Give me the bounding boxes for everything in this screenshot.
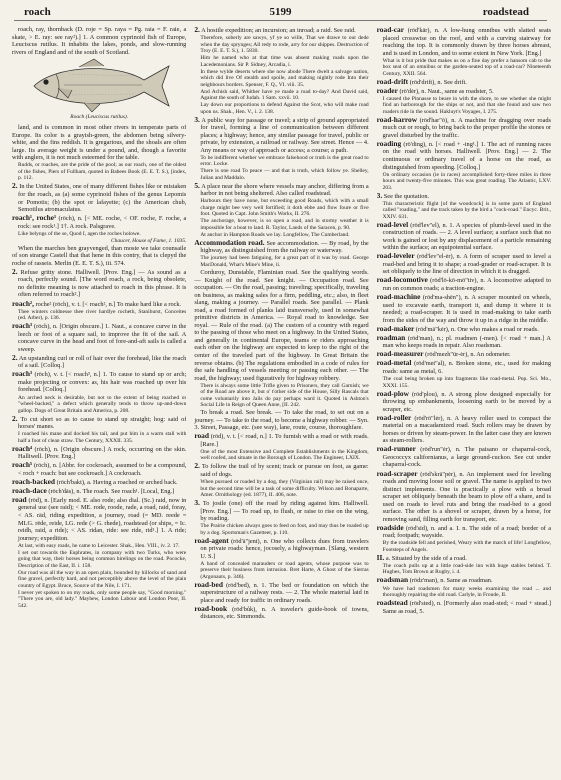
entry-text: Chaucer, House of Fame, 1. 1035.: [111, 237, 187, 244]
dictionary-quote: [194, 155, 368, 168]
dictionary-quote: [12, 550, 186, 570]
dictionary-quote: [377, 376, 551, 389]
dictionary-entry: [377, 140, 551, 171]
entry-headword: 3.: [376, 190, 383, 200]
entry-text: A public way for passage or travel; a strip of ground appropriated for travel, forming a line of communication between different places; a highway; hence, any similar passage for travel, public or private, by extension, a railroad or railway. See street. Hence — 4. Any means or way of approach or access; a course; a path.: [200, 116, 369, 154]
entry-text: The Prairie chicken always goes to feed on foot, and may thus be roaded up by a dog. Sportsman's Gazetteer, p. 110.: [200, 523, 369, 536]
roach-fish-icon: [24, 58, 174, 114]
entry-headword: roadman: [376, 332, 406, 342]
entry-text: Thee winters coldnesse thee river hardlye rocheth, Stanihurst, Conceites (ed. Arber), p. 136.: [18, 308, 187, 322]
entry-text: When the marches ben grayvenged, than moste we take counsaile of son strange Castell that that hene in this contry, that is clepyd the roche of rasseis. Merlin (E. E. T. S.), iii. 574.: [12, 244, 187, 267]
entry-text: To cut short so as to cause to stand up straight; hog: said of horses' manes.: [18, 415, 187, 431]
dictionary-quote: [377, 58, 551, 78]
page-number: 5199: [269, 6, 292, 18]
entry-text: (rōd'lev"el), n. 1. A species of plumb-level used in the construction of roads. — 2. A level surface; a surface such that no work is gained or lost by any displacement of a particle remaining within the surface; an equipotential surface.: [382, 221, 551, 252]
dictionary-quote: [194, 479, 368, 499]
entry-text: An upstanding curl or roll of hair over the forehead, like the roach of a sail. [Colloq.]: [18, 354, 187, 370]
entry-headword: 5.: [194, 180, 200, 190]
entry-headword: road-scraper: [376, 468, 418, 478]
entry-text: roche² (rōch), v. t. [< roach², n.] To make hard like a rock.: [35, 300, 182, 308]
entry-text: A band of concealed marauders or road agents, whose purpose was to preserve their business from intrusion. Bret Harte, A Ghost of the Sierras (Argonauts, p. 346).: [200, 560, 369, 580]
entry-text: I never yet spoken to on my roads, only some people say, "Good morning." "There you are, old lady." Mayhew, London Labour and London Poor, II. 542.: [18, 589, 187, 609]
entry-text: I roached his mane and docked his tail, and put him in a warm stall with half a foot of clean straw. The Century, XXXII. 335.: [18, 431, 187, 444]
entry-text: When pursued or roaded by a dog, they (Virginian rail) may be raised once, but the second time will be a task of some difficulty. Wilson and Bonaparte, Amer. Ornithology (ed. 1877), II. 406, note.: [200, 479, 369, 498]
entry-headword: 2.: [12, 266, 18, 276]
dictionary-entry: [12, 322, 186, 353]
entry-text: (rōch), n. [Origin obscure.] 1. Naut., a concave curve in the leech or foot of a square sail, to improve the fit of the sail. A concave curve in the head and foot of fore-and-aft sails is called a sweep.: [18, 323, 187, 353]
entry-text: We have had roadsmen for many weeks examining the road ... and thoroughly repairing the old road. Carlyle, in Froude, II.: [382, 585, 551, 599]
entry-text: (rōd'mezh"ūr-ėr), n. An odometer.: [425, 351, 511, 359]
roach-illustration: [12, 58, 186, 121]
dictionary-quote: [12, 543, 186, 550]
entry-text: This characteristic flight [of the woodcock] is in some parts of England called "roading," and the track taken by the bird a "cock-road." Encyc. Brit., XXIV. 631.: [382, 200, 551, 220]
entry-text: A hostile expedition; an incursion; an inroad; a raid. See raid.: [201, 27, 356, 34]
dictionary-quote: [194, 523, 368, 536]
figure-caption: Roach (Leuciscus rutilus).: [70, 114, 129, 121]
dictionary-entry: [194, 26, 368, 35]
entry-text: In the United States, one of many different fishes like or mistaken for the roach, as (a) some cyprinoid fishes of the genus Lepomis or Pomotis; (b) the spot or lafayette; (c) the American chub, Semotilus atromaculatus.: [18, 183, 187, 214]
entry-headword: road-drift: [376, 76, 409, 86]
entry-text: (rōch), n. [Abbr. for cockroach, assumed to be a compound, < roch + roach: but see cockroach.] A cockroach.: [18, 462, 187, 477]
entry-text: (rōd'skrā"pėr), n. An implement used for leveling roads and moving loose soil or gravel. The name is applied to two distinct implements. One is practically a plow with a broad scraper set obliquely beneath the beam to plow off a share, and is used on roads to level ruts and bring the road-bed to a good surface. The other is a shovel or scraper, drawn by a horse, for removing sand, filling earth for transport, etc.: [382, 470, 551, 523]
dictionary-entry: [12, 370, 186, 394]
entry-headword: 2.: [194, 461, 200, 471]
entry-headword: 2.: [194, 26, 200, 34]
entry-text: (rōd'lev"el-ėr), n. A form of scraper used to level a road-bed and bring it to shape; a road-grader or road-scraper. It is set obliquely to the line of direction in which it is dragged.: [382, 253, 551, 276]
dictionary-entry: [377, 87, 551, 96]
entry-text: (rō'ding), n. [< road + -ing¹.] 1. The act of running races on the road with horses. Halliwell. [Prov. Eng.] — 2. The continuous or ordinary travel of a horse on the road, as distinguished from speeding. [Colloq.]: [382, 140, 551, 171]
entry-headword: road-measurer: [376, 349, 424, 359]
dictionary-entry: [377, 221, 551, 252]
entry-text: By the roadside fell and perished, Weary with the march of life! Longfellow, Footsteps of Angels.: [382, 540, 551, 553]
column-right: [377, 26, 551, 776]
entry-headword: II.: [376, 552, 385, 562]
dictionary-quote: [194, 55, 368, 68]
dictionary-quote: [12, 570, 186, 590]
dictionary-quote: [12, 162, 186, 182]
dictionary-entry: [12, 415, 186, 431]
entry-text: (rōd'run"ėr), n. The paisano or chaparral-cock, Geococcyx californianus, a large ground-cuckoo. See cut under chaparral-cock.: [382, 446, 551, 469]
dictionary-quote: [194, 449, 368, 462]
dictionary-entry: [377, 359, 551, 375]
entry-headword: Accommodation road.: [194, 237, 265, 247]
dictionary-quote: [377, 586, 551, 599]
entry-text: (rōd'mā"kėr), n. One who makes a road or roads.: [415, 325, 539, 333]
dictionary-entry: [377, 554, 551, 563]
dictionary-entry: [377, 599, 551, 615]
entry-text: To be indifferent whether we embrace falsehood or truth is the great road to error. Locke.: [200, 154, 369, 168]
entry-headword: 2.: [12, 181, 18, 191]
entry-headword: road-agent: [194, 535, 229, 545]
entry-headword: roach³: [12, 369, 33, 379]
dictionary-entry: [194, 605, 368, 621]
entry-headword: road-car: [376, 26, 405, 34]
entry-text: (rōd'bed), n. 1. The bed or foundation on which the superstructure of a railway rests. — 2. The whole material laid in place and ready for traffic in ordinary roads.: [200, 581, 369, 604]
dictionary-entry: [194, 432, 368, 448]
column-middle: [194, 26, 368, 776]
entry-text: The journey had been fatiguing, for a great part of it was by road. George MacDonald, What's Mine's Mine, ii.: [200, 255, 369, 268]
entry-text: Harbours they have none, but exceeding good Roads, which with a small charge might bee very well fortified; it doth ebbe and flow foure or five foot. Quoted in Capt. John Smith's Works, II. 276.: [200, 198, 369, 218]
entry-text: At anchor in Hampton Roads we lay. Longfellow, The Cumberland.: [200, 231, 350, 238]
entry-text: Our road was all the way in an open plain, bounded by hillocks of sand and fine gravel, perfectly hard, and not perceptibly above the level of the plain country of Egypt. Bruce, Source of the Nile, I. 171.: [18, 569, 187, 589]
entry-text: A place near the shore where vessels may anchor, differing from a harbor in not being sheltered. Also called roadstead.: [200, 182, 369, 198]
dictionary-entry: [377, 192, 551, 201]
dictionary-quote: [194, 102, 368, 115]
entry-text: (rōch), n. [< ME. roche, < OF. roche, F. roche, a rock: see rock¹.] 1†. A rock. Palsgrave.: [18, 215, 187, 230]
entry-text: (rōch'dās), n. The roach. See roach¹. [Local, Eng.]: [48, 487, 175, 495]
entry-text: (rōch'bakt), a. Having a roached or arched back.: [56, 478, 178, 486]
entry-headword: road-runner: [376, 444, 416, 454]
dictionary-entry: [194, 462, 368, 478]
dictionary-quote: [377, 563, 551, 576]
dictionary-quote: [194, 69, 368, 89]
entry-text: An arched neck is desirable, but not to the extent of being roached or "wheel-backed," a defect which generally tends to throw up-and-down gallop. Dogs of Great Britain and America, p. 208.: [18, 394, 187, 414]
entry-text: (rōch), n. [Origin obscure.] A rock, occurring on the skin. Halliwell. [Prov. Eng.]: [18, 445, 187, 461]
dictionary-entry: [377, 78, 551, 87]
entry-text: I set out towards the Euphrates, in company with two Turks, who were going that way, their horses being common hirelings on the road. Pococke, Description of the East, II. i. 158.: [18, 549, 187, 569]
dictionary-quote: [194, 383, 368, 409]
entry-text: a. Situated by the side of a road.: [385, 554, 467, 562]
dictionary-quote: [377, 172, 551, 192]
entry-text: (rōd'rō"lėr), n. A heavy roller used to compact the material on a macadamized road. Such rollers may be drawn by horses or driven by steam-power. In the latter case they are known as steam-rollers.: [382, 414, 551, 445]
dictionary-quote: [194, 35, 368, 55]
entry-text: To jostle (one) off the road by riding against him. Halliwell. [Prov. Eng.] — To road up, to flush, or raise to rise on the wing, by roading.: [200, 500, 369, 523]
entry-headword: roading: [376, 138, 402, 148]
dictionary-entry: [377, 470, 551, 524]
entry-text: One of the most Extensive and Complete Establishments in the Kingdom, well roofed, and situate in the Borough of London. The Engineer, LXIX.: [200, 448, 369, 462]
entry-text: (rōd'ma-shēn"), n. A scraper mounted on wheels, used to excavate earth, transport it, and dump it where it is needed; a road-scraper. It is used in road-making to take earth from the sides of the way and throw it up in a ridge in the middle.: [382, 294, 551, 324]
entry-text: (rōd), n. [Early mod. E. also rode; also dial. (Sc.) raid, now in general use (see raid); < ME. rode, roode, rade, a road, raid, foray, < AS. rād, riding expedition, a journey, road (= MD. reede = MLG. rēde, reide, LG. rede (> G. rhede), roadstead (or ships, = Ic. reidh, raid, a ride); < AS. ridan, ride: see ride, rid¹.] 1. A ride; journey; expedition.: [18, 496, 187, 542]
entry-headword: road-harrow: [376, 114, 418, 124]
entry-text: There is one road To peace — and that is truth, which follow ye. Shelley, Julian and Maddalo.: [200, 168, 369, 181]
dictionary-quote: [12, 309, 186, 322]
entry-headword: roadside: [376, 522, 404, 532]
dictionary-text: [12, 124, 186, 162]
dictionary-cite: [12, 238, 186, 245]
header-left-guideword: roach: [24, 6, 51, 18]
entry-text: (rōd'lō-kō-mō"tiv), n. A locomotive adapted to run on common roads; a traction-engine.: [382, 277, 551, 293]
dictionary-quote: [12, 395, 186, 415]
entry-text: Like belyngs of the se, Quod I, agen the roches holowe.: [18, 230, 141, 237]
entry-headword: roach⁴: [12, 443, 33, 453]
dictionary-entry: [377, 334, 551, 350]
dictionary-entry: [194, 537, 368, 561]
entry-text: In these wylde deserts where she now abode There dwelt a salvage nation, which did live Of stealth and spoile, and making nightly rode Into their neighbours borders. Spenser, F. Q., VI. viii. 35.: [200, 68, 369, 88]
entry-text: (rōdz'man), n. Same as roadman.: [409, 577, 493, 585]
dictionary-entry: [377, 390, 551, 414]
dictionary-quote: [194, 198, 368, 218]
dictionary-entry: [377, 293, 551, 324]
dictionary-quote: [377, 201, 551, 221]
entry-headword: 3.: [194, 498, 200, 507]
entry-headword: roader: [376, 85, 398, 95]
entry-text: What is it but pride that makes us on a fine day prefer a hansom cab to the box seat of an omnibus or the garden-seated top of a road-car? Nineteenth Century, XXII. 564.: [382, 57, 551, 77]
dictionary-entry: [12, 268, 186, 299]
entry-text: See the quotation.: [383, 192, 430, 200]
entry-text: See accommodation. — By road, by the highway, as distinguished from the railway or waterway.: [200, 239, 369, 255]
entry-headword: roach-dace: [12, 485, 47, 495]
dictionary-entry: [194, 182, 368, 198]
entry-text: The anchorage, however, is so open a road, and in stormy weather it is impossible for a boat to land. R. Taylor, Lands of the Saracen, p. 90.: [200, 218, 369, 231]
dictionary-entry: [12, 214, 186, 230]
dictionary-text: [194, 269, 368, 382]
dictionary-entry: [377, 252, 551, 276]
dictionary-entry: [194, 116, 368, 155]
entry-text: Him he named who at that time was absent making roads upon the Lacedemonians. Sir P. Sidney, Arcadia, i.: [200, 55, 369, 68]
dictionary-quote: [377, 96, 551, 116]
entry-headword: roach-backed: [12, 476, 55, 486]
text-columns: [12, 26, 551, 776]
dictionary-quote: [12, 231, 186, 238]
entry-text: There is always some little Trifle given to Prisoners, they call Garnish; we of the Road are above it, but o' t'other side of the House, Silly Rascals that come voluntarily into Jails do pay perhaps ward it. Quoted in Ashton's Social Life in Reign of Queen Anne, [II. 242.: [200, 382, 369, 409]
entry-text: (rōd'met"al), n. Broken stone, etc., used for making roads: same as metal, 6.: [382, 360, 551, 375]
entry-text: (rōd'sīd), n. and a. I. n. The side of a road; border of a road; footpath; wayside.: [382, 524, 551, 540]
entry-text: (rōd'man), n.; pl. roadmen (-men). [< road + man.] A man who keeps roads in repair. Also roadsman.: [382, 334, 551, 350]
entry-headword: road-locomotive: [376, 275, 428, 285]
entry-text: The coal being broken up into fragments like road-metal. Pop. Sci. Mo., XXXI. 155.: [382, 376, 551, 389]
entry-headword: road-bed: [194, 579, 223, 589]
dictionary-quote: [12, 590, 186, 610]
column-left: [12, 26, 186, 776]
entry-text: (rōd'plou), n. A strong plow designed especially for throwing up embankments, loosening earth to be moved by a scraper, etc.: [382, 390, 551, 413]
entry-text: (rōch), v. t. [< roach³, n.] 1. To cause to stand up or arch; make projecting or convex: as, his hair was roached up over his forehead. [Colloq.]: [18, 371, 187, 394]
entry-text: roach, ray, thornback (D. roje = Sp. raya = Pg. raia = F. raie, a skate, > E. ray: see ray²).] 1. A common cyprinoid fish of Europe, Leuciscus rutilus. It inhabits the lakes, ponds, and slow-running rivers of England and of the south of Scotland.: [12, 26, 187, 56]
dictionary-entry: [377, 26, 551, 57]
dictionary-entry: [377, 116, 551, 140]
entry-text: Refuse gritty stone. Halliwell. [Prov. Eng.] — As sound as a roach, perfectly sound. [The word roach, a rock, being obsolete, no definite meaning is now attached to roach in this phrase. It is often referred to roach².]: [18, 268, 187, 299]
dictionary-entry: [12, 182, 186, 213]
entry-text: (rōd'bůk), n. A traveler's guide-book of towns, distances, etc. Simmonds.: [200, 605, 369, 621]
dictionary-entry: [12, 487, 186, 496]
dictionary-entry: [12, 461, 186, 477]
entry-headword: road-plow: [376, 388, 409, 398]
entry-headword: road-maker: [376, 323, 415, 333]
entry-headword: road: [194, 431, 209, 441]
entry-text: (rōd), v. t. [< road, n.] 1. To furnish with a road or with roads. [Rare.]: [200, 433, 369, 448]
entry-headword: roadstead: [376, 598, 408, 608]
dictionary-entry: [377, 445, 551, 469]
dictionary-quote: [194, 218, 368, 231]
entry-text: Lay down our proportions to defend Against the Scot, who will make road upon us. Shak., Hen. V., i. 2. 138.: [200, 102, 369, 115]
entry-headword: road-level: [376, 219, 409, 229]
entry-headword: road: [12, 494, 27, 504]
entry-headword: roach²,: [12, 298, 34, 308]
dictionary-quote: [377, 540, 551, 553]
dictionary-quote: [194, 168, 368, 181]
dictionary-entry: [12, 354, 186, 370]
entry-text: On ordinary occasion (ie in races) accomplished forty-three miles in three hours and twenty-five minutes. This was great roading. The Atlantic, LXV. 203.: [382, 171, 551, 191]
entry-headword: roach³: [12, 321, 33, 331]
dictionary-quote: [194, 89, 368, 102]
entry-text: The coach pulls up at a little road-side inn with huge stables behind. T. Hughes, Tom Brown at Rugby, i. 4.: [382, 562, 551, 576]
entry-headword: road-leveler: [376, 251, 415, 261]
dictionary-entry: [12, 496, 186, 542]
entry-text: (rōd'sted), n. [Formerly also road-sted; < road + stead.] Same as road, 5.: [382, 600, 551, 615]
entry-text: (rōd'drift), n. See drift.: [409, 78, 467, 86]
entry-headword: road-machine: [376, 292, 421, 302]
dictionary-entry: [377, 276, 551, 292]
entry-text: At last, with easy roads, he came to Leicester. Shak., Hen. VIII., iv. 2. 17.: [18, 542, 180, 549]
entry-text: And Achish said, Whither have ye made a road to-day? And David said, Against the south of Judah. 1 Sam. xxvii. 10.: [200, 88, 369, 102]
dictionary-text: [194, 409, 368, 432]
dictionary-entry: [194, 239, 368, 255]
entry-text: Corduroy, Dunstable, Flaminian road. See the qualifying words. — Knight of the road. See knight. — Occupation road. See occupation. — On the road, passing; traveling; specifically, traveling on business, as making sales for a firm, peddling, etc.; also, in fleet slang, making a journey. — Parallel roads. See parallel. — Plank road, a road formed of planks laid transversely, used in somewhat primitive districts in America. — Royal road to knowledge. See royal. — Rule of the road. (a) The custom of a country with regard to the passing of those who meet on a highway. In the United States, and generally in continental Europe, teams or riders approaching each other on the highway are expected to keep to the right of the center of the traveled part of the highway. In Great Britain the reverse obtains. (b) The regulations embodied in a code of rules for the safe handling of vessels meeting or passing each other. — The road, the highway; used figuratively for highway robbery.: [194, 268, 369, 382]
entry-text: (rōd'kär), n. A low-hung omnibus with slatted seats placed crosswise on the roof, and with a curving stairway for reaching the top. It is commonly drawn by three horses abreast, and is used in London, and to some extent in New York. [Eng.]: [382, 27, 551, 57]
dictionary-entry: [377, 576, 551, 585]
entry-headword: roadsman: [376, 575, 409, 585]
dictionary-entry: [194, 581, 368, 605]
entry-text: (rōd'ā"jent), n. One who collects dues from travelers on private roads: hence, jocosely, a highwayman. [Slang, western U. S.]: [200, 537, 369, 560]
entry-headword: road-roller: [376, 412, 412, 422]
page-header: [14, 6, 547, 21]
entry-headword: roach⁵: [12, 460, 33, 470]
dictionary-entry: [377, 414, 551, 445]
entry-headword: 2.: [12, 413, 18, 423]
dictionary-quote: [194, 561, 368, 581]
header-right-guideword: roadstead: [482, 6, 529, 18]
dictionary-entry: [12, 300, 186, 309]
entry-headword: road-book: [194, 603, 228, 613]
entry-text: (rō'dėr), n. Naut., same as roadster, 5.: [399, 87, 494, 95]
entry-text: (rōd'har"ō), n. A machine for dragging over roads much cut or rough, to bring back to the proper profile the stones or gravel disturbed by the traffic.: [382, 116, 551, 139]
entry-text: To break a road. See break. — To take the road, to set out on a journey. — To take to the road, to become a highway robber. — Syn. 3. Street, Passage, etc. (see way), lane, route, course, thoroughfare.: [194, 409, 369, 432]
dictionary-quote: [194, 255, 368, 268]
entry-text: land, and is common in most other rivers in temperate parts of Europe. Its color is a grayish-green, the abdomen being silvery-white, and the fins reddish. It is gregarious, and the shoals are often large. Its average weight is under a pound, and, though a favorite with anglers, it is not much esteemed for the table.: [12, 124, 187, 162]
entry-text: To follow the trail of by scent; track or pursue on foot, as game: said of dogs.: [200, 463, 369, 478]
dictionary-entry: [194, 499, 368, 523]
dictionary-quote: [12, 431, 186, 444]
entry-text: Rudds, or roaches, are the pride of the pool; as our roach, one of the oldest of the fishes, Piers of Fullham, quoted in Babees Book (E. E. T. S.), [index, p. 112.: [18, 162, 187, 182]
entry-headword: 2.: [12, 352, 18, 362]
entry-headword: roach¹, roche¹: [12, 213, 57, 223]
entry-headword: 3.: [194, 114, 200, 124]
entry-headword: road-metal: [376, 358, 412, 368]
dictionary-text: [12, 26, 186, 56]
entry-text: Therefore, soberly are sawys, yf ye so wille, That we drawe to our dede when the day sprynges; All redy to rode, arry for our shippes. Destruction of Troy (E. E. T. S.), 1. 5830.: [200, 35, 369, 55]
dictionary-text: [12, 245, 186, 268]
dictionary-entry: [377, 524, 551, 540]
entry-text: I caused the Pinnasse to beare in with the shore, to see whether she might find an harborough for the ships or not, and that she found and saw two roaders ride in the sound. Hakluyt's Voyages, I. 275.: [382, 95, 551, 115]
dictionary-entry: [12, 445, 186, 461]
